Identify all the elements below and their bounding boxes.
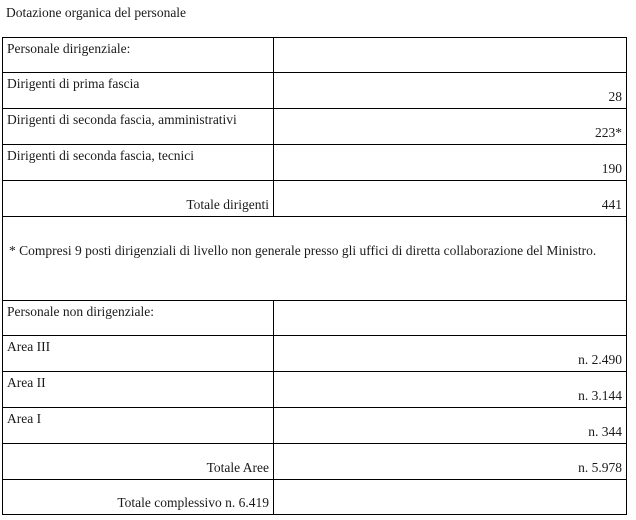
row-label: Area III: [3, 336, 274, 372]
dirigenti-header: Personale dirigenziale:: [3, 38, 274, 73]
staffing-table: [2, 37, 627, 515]
row-value: n. 2.490: [274, 336, 627, 372]
empty-cell: [274, 480, 627, 515]
table-row: [3, 145, 627, 181]
row-label: Area I: [3, 408, 274, 444]
table-row: [3, 301, 627, 336]
table-row: [3, 73, 627, 109]
row-value: n. 344: [274, 408, 627, 444]
row-value: 190: [274, 145, 627, 181]
non-dirigenti-header: Personale non dirigenziale:: [3, 301, 274, 336]
row-value: 223*: [274, 109, 627, 145]
table-row: [3, 38, 627, 73]
table-row: [3, 480, 627, 515]
table-row: [3, 217, 627, 301]
total-dirigenti-label: Totale dirigenti: [3, 181, 274, 217]
grand-total: Totale complessivo n. 6.419: [3, 480, 274, 515]
footnote: * Compresi 9 posti dirigenziali di livello non generale presso gli uffici di diretta collaborazione del Ministro.: [3, 217, 627, 301]
table-row: [3, 181, 627, 217]
total-aree-label: Totale Aree: [3, 444, 274, 480]
row-value: n. 3.144: [274, 372, 627, 408]
table-row: [3, 372, 627, 408]
total-aree-value: n. 5.978: [274, 444, 627, 480]
total-dirigenti-value: 441: [274, 181, 627, 217]
table-row: [3, 444, 627, 480]
empty-cell: [274, 301, 627, 336]
table-row: [3, 336, 627, 372]
row-label: Dirigenti di seconda fascia, amministrativi: [3, 109, 274, 145]
row-label: Dirigenti di prima fascia: [3, 73, 274, 109]
row-value: 28: [274, 73, 627, 109]
row-label: Dirigenti di seconda fascia, tecnici: [3, 145, 274, 181]
empty-cell: [274, 38, 627, 73]
table-row: [3, 109, 627, 145]
row-label: Area II: [3, 372, 274, 408]
document-title: Dotazione organica del personale: [6, 5, 187, 20]
table-row: [3, 408, 627, 444]
